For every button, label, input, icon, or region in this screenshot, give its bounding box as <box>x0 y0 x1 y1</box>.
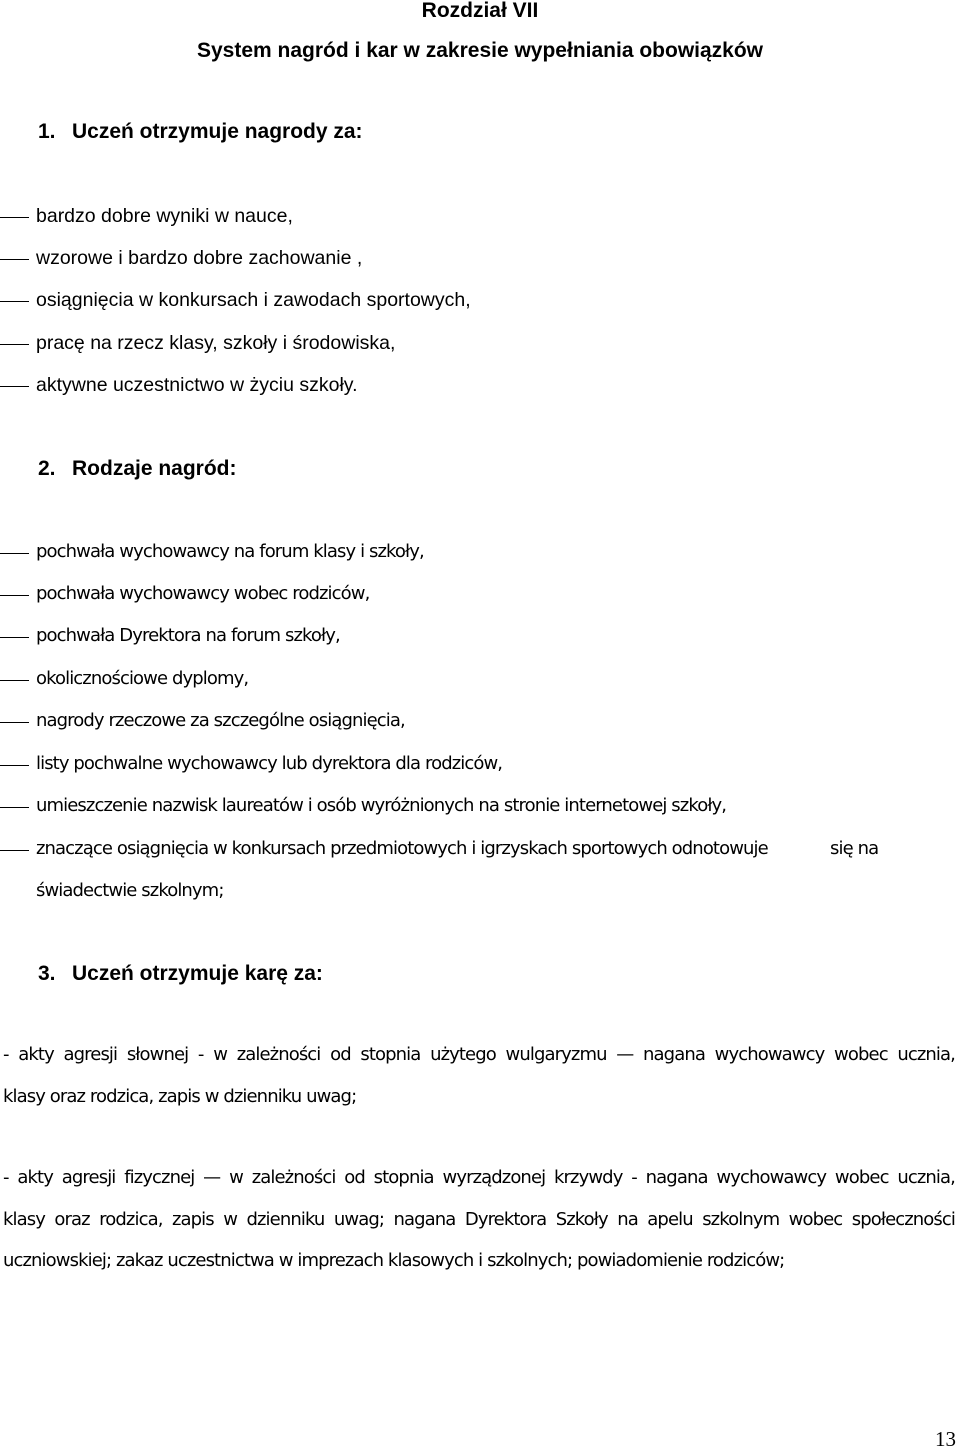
paragraph-line: - akty agresji fizycznej — w zależności od stopnia wyrządzonej krzywdy - nagana wychowawcy wobec ucznia, <box>3 1167 955 1188</box>
list-item <box>0 751 940 777</box>
list-item <box>0 330 940 356</box>
list-item-text: okolicznościowe dyplomy, <box>36 668 249 689</box>
page-number: 13 <box>935 1427 956 1451</box>
paragraph-line: uczniowskiej; zakaz uczestnictwa w imprezach klasowych i szkolnych; powiadomienie rodziców; <box>3 1250 785 1271</box>
list-item-text: bardzo dobre wyniki w nauce, <box>36 205 293 227</box>
dash-bullet <box>0 344 29 345</box>
list-item-text: nagrody rzeczowe za szczególne osiągnięcia, <box>36 710 405 731</box>
list-item <box>0 793 940 819</box>
list-item <box>0 666 940 692</box>
dash-bullet <box>0 595 29 596</box>
list-item-text: pochwała Dyrektora na forum szkoły, <box>36 625 340 646</box>
chapter-subtitle: System nagród i kar w zakresie wypełniania obowiązków <box>196 39 764 62</box>
list-item-text: znaczące osiągnięcia w konkursach przedmiotowych i igrzyskach sportowych odnotowuje <box>36 838 768 859</box>
paragraph-line: klasy oraz rodzica, zapis w dzienniku uwag; nagana Dyrektora Szkoły na apelu szkolnym wobec społeczności <box>3 1208 955 1230</box>
section-heading-penalties <box>38 961 323 987</box>
section-heading-text: Rodzaje nagród: <box>72 457 237 480</box>
list-item-text: pochwała wychowawcy na forum klasy i szkoły, <box>36 541 424 562</box>
list-item-text: aktywne uczestnictwo w życiu szkoły. <box>36 374 358 396</box>
list-item-text: umieszczenie nazwisk laureatów i osób wyróżnionych na stronie internetowej szkoły, <box>36 795 727 816</box>
section-heading-rewards-criteria <box>38 119 363 145</box>
dash-bullet <box>0 850 29 851</box>
list-item-text: pochwała wychowawcy wobec rodziców, <box>36 583 370 604</box>
list-item <box>0 245 940 271</box>
dash-bullet <box>0 765 29 766</box>
chapter-title: Rozdział VII <box>421 0 539 22</box>
list-item <box>0 581 940 607</box>
list-item <box>0 623 940 649</box>
list-item-continuation: świadectwie szkolnym; <box>36 880 224 901</box>
section-heading-reward-types <box>38 456 237 482</box>
dash-bullet <box>0 722 29 723</box>
dash-bullet <box>0 259 29 260</box>
section-heading-text: Uczeń otrzymuje nagrody za: <box>72 120 363 143</box>
list-item-text: wzorowe i bardzo dobre zachowanie , <box>36 247 363 269</box>
penalty-paragraph-verbal <box>3 1034 955 1117</box>
dash-bullet <box>0 217 29 218</box>
dash-bullet <box>0 637 29 638</box>
dash-bullet <box>0 301 29 302</box>
paragraph-line: - akty agresji słownej - w zależności od stopnia użytego wulgaryzmu — nagana wychowawcy wobec ucznia, <box>3 1044 955 1065</box>
dash-bullet <box>0 807 29 808</box>
dash-bullet <box>0 386 29 387</box>
section-number: 2. <box>38 457 56 480</box>
list-item <box>0 203 940 229</box>
paragraph-line: klasy oraz rodzica, zapis w dzienniku uwag; <box>3 1085 357 1107</box>
list-item-text: osiągnięcia w konkursach i zawodach sportowych, <box>36 289 471 311</box>
list-item <box>0 539 940 565</box>
dash-bullet <box>0 553 29 554</box>
list-item <box>0 372 940 398</box>
list-item-text: listy pochwalne wychowawcy lub dyrektora dla rodziców, <box>36 753 503 774</box>
list-item <box>0 836 940 862</box>
section-number: 3. <box>38 962 56 985</box>
penalty-paragraph-physical <box>3 1157 955 1282</box>
list-item-text: pracę na rzecz klasy, szkoły i środowiska, <box>36 332 396 354</box>
dash-bullet <box>0 680 29 681</box>
list-item <box>0 708 940 734</box>
list-item <box>0 287 940 313</box>
section-heading-text: Uczeń otrzymuje karę za: <box>72 962 323 985</box>
list-item-trailing-text: się na <box>830 838 879 859</box>
section-number: 1. <box>38 120 56 143</box>
